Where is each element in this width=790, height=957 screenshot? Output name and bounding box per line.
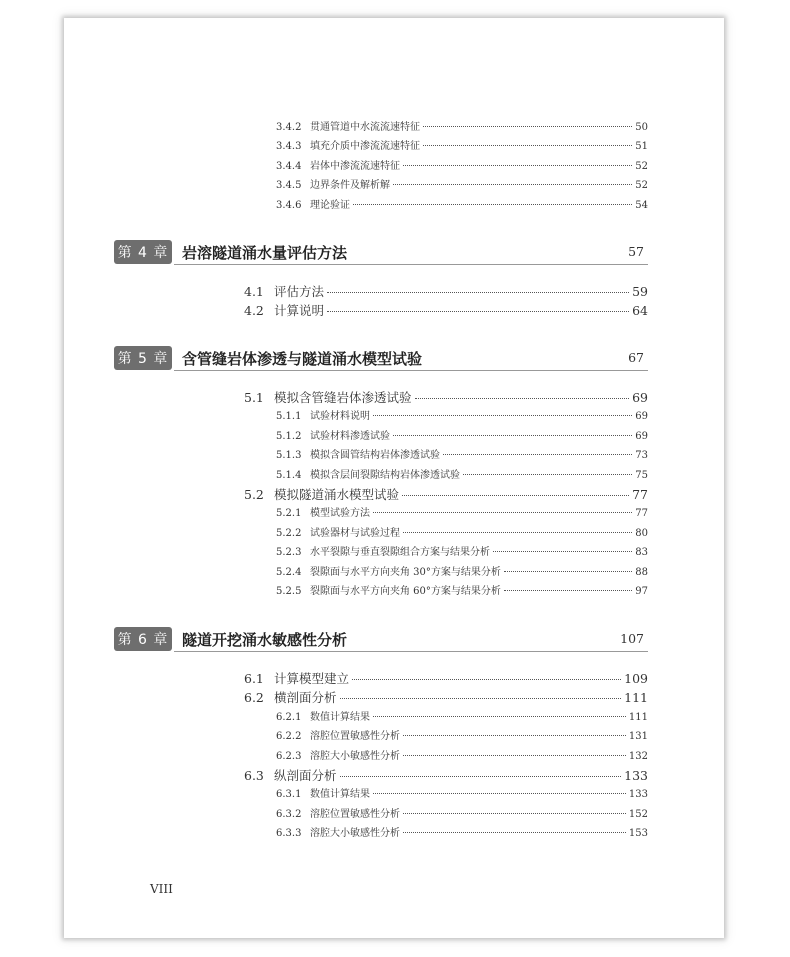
toc-entry[interactable] (276, 524, 648, 539)
entry-number: 6.3.3 (276, 828, 302, 840)
entry-title: 溶腔位置敏感性分析 (310, 731, 400, 743)
dot-leader (423, 126, 632, 127)
entry-page: 52 (635, 160, 648, 172)
chapter-heading[interactable] (114, 240, 648, 266)
entry-title: 试验材料说明 (310, 411, 370, 423)
chapter-badge: 第 6 章 (114, 627, 172, 651)
entry-page: 132 (628, 750, 648, 762)
toc-entry[interactable] (244, 766, 648, 784)
chapter-heading[interactable] (114, 627, 648, 653)
entry-page: 153 (628, 828, 648, 840)
dot-leader (463, 474, 632, 475)
entry-number: 4.1 (244, 284, 264, 299)
dot-leader (504, 590, 632, 591)
chapter-page: 107 (620, 631, 644, 646)
dot-leader (504, 571, 632, 572)
entry-title: 模拟含层间裂隙结构岩体渗透试验 (310, 469, 460, 481)
entry-page: 133 (624, 768, 648, 783)
entry-number: 6.3 (244, 768, 264, 783)
entry-number: 6.3.1 (276, 789, 302, 801)
entry-page: 52 (635, 180, 648, 192)
entry-title: 模型试验方法 (310, 508, 370, 520)
dot-leader (327, 292, 629, 293)
entry-page: 69 (635, 411, 648, 423)
entry-page: 88 (635, 566, 648, 578)
dot-leader (402, 495, 629, 496)
chapter-title: 岩溶隧道涌水量评估方法 (182, 244, 348, 262)
entry-title: 横剖面分析 (274, 690, 337, 706)
entry-number: 5.1.1 (276, 411, 302, 423)
dot-leader (403, 755, 626, 756)
entry-page: 75 (635, 469, 648, 481)
entry-page: 77 (635, 508, 648, 520)
dot-leader (403, 832, 626, 833)
entry-title: 溶腔位置敏感性分析 (310, 808, 400, 820)
entry-title: 数值计算结果 (310, 789, 370, 801)
toc-entry[interactable] (276, 157, 648, 172)
entry-title: 模拟隧道涌水模型试验 (274, 487, 400, 502)
toc-entry[interactable] (276, 563, 648, 578)
dot-leader (493, 551, 632, 552)
entry-title: 模拟含圆管结构岩体渗透试验 (310, 450, 440, 462)
dot-leader (403, 813, 626, 814)
entry-page: 64 (632, 303, 648, 319)
toc-entry[interactable] (276, 824, 648, 839)
toc-entry[interactable] (276, 708, 648, 723)
dot-leader (443, 454, 632, 455)
chapter-page: 67 (628, 350, 644, 365)
toc-entry[interactable] (276, 118, 648, 133)
chapter-badge: 第 4 章 (114, 240, 172, 264)
entry-title: 贯通管道中水流流速特征 (310, 122, 420, 133)
toc-entry[interactable] (276, 446, 648, 461)
dot-leader (352, 679, 621, 680)
page-number-label: VIII (150, 882, 173, 896)
toc-entry[interactable] (276, 543, 648, 558)
dot-leader (353, 204, 632, 205)
dot-leader (403, 532, 632, 533)
chapter-heading[interactable] (114, 346, 648, 372)
entry-number: 4.2 (244, 303, 264, 319)
toc-entry[interactable] (244, 388, 648, 406)
entry-title: 理论验证 (310, 199, 350, 211)
entry-page: 69 (635, 430, 648, 442)
entry-title: 数值计算结果 (310, 711, 370, 723)
toc-entry[interactable] (276, 805, 648, 820)
entry-page: 59 (632, 284, 648, 299)
dot-leader (393, 435, 632, 436)
toc-entry[interactable] (244, 485, 648, 503)
entry-number: 5.1 (244, 390, 264, 405)
dot-leader (415, 398, 630, 399)
entry-number: 5.1.3 (276, 450, 302, 462)
dot-leader (423, 145, 632, 146)
entry-title: 纵剖面分析 (274, 768, 337, 783)
dot-leader (373, 793, 626, 794)
entry-page: 69 (632, 390, 648, 405)
toc-entry[interactable] (276, 785, 648, 800)
toc-entry[interactable] (276, 747, 648, 762)
toc-entry[interactable] (276, 137, 648, 152)
entry-number: 6.3.2 (276, 808, 302, 820)
entry-number: 3.4.6 (276, 199, 302, 211)
chapter-rule (174, 651, 648, 652)
dot-leader (403, 735, 626, 736)
entry-number: 3.4.5 (276, 180, 302, 192)
entry-title: 模拟含管缝岩体渗透试验 (274, 390, 412, 405)
toc-entry[interactable] (276, 176, 648, 191)
entry-title: 评估方法 (274, 284, 325, 299)
entry-number: 5.2.3 (276, 547, 302, 559)
entry-title: 裂隙面与水平方向夹角 30°方案与结果分析 (310, 566, 501, 578)
toc-entry[interactable] (276, 466, 648, 481)
toc-entry[interactable] (244, 282, 648, 300)
entry-number: 3.4.4 (276, 160, 302, 172)
entry-number: 5.1.2 (276, 430, 302, 442)
toc-entry[interactable] (244, 688, 648, 706)
chapter-title: 含管缝岩体渗透与隧道涌水模型试验 (182, 350, 423, 368)
entry-title: 边界条件及解析解 (310, 180, 390, 192)
entry-title: 溶腔大小敏感性分析 (310, 828, 400, 840)
entry-page: 83 (635, 547, 648, 559)
toc-entry[interactable] (276, 427, 648, 442)
entry-number: 5.2 (244, 487, 264, 502)
dot-leader (340, 698, 622, 699)
entry-page: 97 (635, 586, 648, 597)
entry-page: 50 (635, 122, 648, 133)
chapter-rule (174, 264, 648, 265)
toc-entry[interactable] (276, 196, 648, 211)
entry-title: 试验器材与试验过程 (310, 527, 400, 539)
dot-leader (393, 184, 632, 185)
entry-title: 计算模型建立 (274, 671, 350, 686)
entry-title: 计算说明 (274, 303, 325, 319)
entry-number: 6.1 (244, 671, 264, 686)
entry-title: 水平裂隙与垂直裂隙组合方案与结果分析 (310, 547, 490, 559)
entry-number: 5.2.4 (276, 566, 302, 578)
chapter-title: 隧道开挖涌水敏感性分析 (182, 631, 348, 649)
entry-number: 3.4.3 (276, 141, 302, 153)
entry-page: 54 (635, 199, 648, 211)
entry-title: 填充介质中渗流流速特征 (310, 141, 420, 153)
entry-number: 6.2.3 (276, 750, 302, 762)
entry-number: 3.4.2 (276, 122, 302, 133)
entry-number: 6.2.2 (276, 731, 302, 743)
dot-leader (327, 311, 629, 312)
entry-title: 岩体中渗流流速特征 (310, 160, 400, 172)
entry-number: 6.2 (244, 690, 264, 706)
entry-number: 5.2.2 (276, 527, 302, 539)
entry-page: 133 (628, 789, 648, 801)
dot-leader (373, 415, 632, 416)
entry-page: 131 (628, 731, 648, 743)
toc-entry[interactable] (244, 669, 648, 687)
toc-entry[interactable] (276, 727, 648, 742)
entry-number: 5.2.5 (276, 586, 302, 597)
dot-leader (340, 776, 622, 777)
entry-title: 试验材料渗透试验 (310, 430, 390, 442)
toc-entry[interactable] (276, 407, 648, 422)
entry-page: 109 (624, 671, 648, 686)
chapter-page: 57 (628, 244, 644, 259)
entry-title: 裂隙面与水平方向夹角 60°方案与结果分析 (310, 586, 501, 597)
toc-entry[interactable] (276, 504, 648, 519)
toc-entry[interactable] (244, 301, 648, 319)
entry-title: 溶腔大小敏感性分析 (310, 750, 400, 762)
entry-number: 5.1.4 (276, 469, 302, 481)
chapter-rule (174, 370, 648, 371)
entry-page: 111 (624, 690, 648, 706)
toc-entry[interactable] (276, 582, 648, 597)
dot-leader (373, 512, 632, 513)
entry-page: 51 (635, 141, 648, 153)
entry-page: 73 (635, 450, 648, 462)
entry-page: 80 (635, 527, 648, 539)
entry-page: 111 (628, 711, 648, 723)
entry-page: 77 (632, 487, 648, 502)
entry-page: 152 (628, 808, 648, 820)
entry-number: 5.2.1 (276, 508, 302, 520)
dot-leader (373, 716, 626, 717)
dot-leader (403, 165, 632, 166)
entry-number: 6.2.1 (276, 711, 302, 723)
chapter-badge: 第 5 章 (114, 346, 172, 370)
